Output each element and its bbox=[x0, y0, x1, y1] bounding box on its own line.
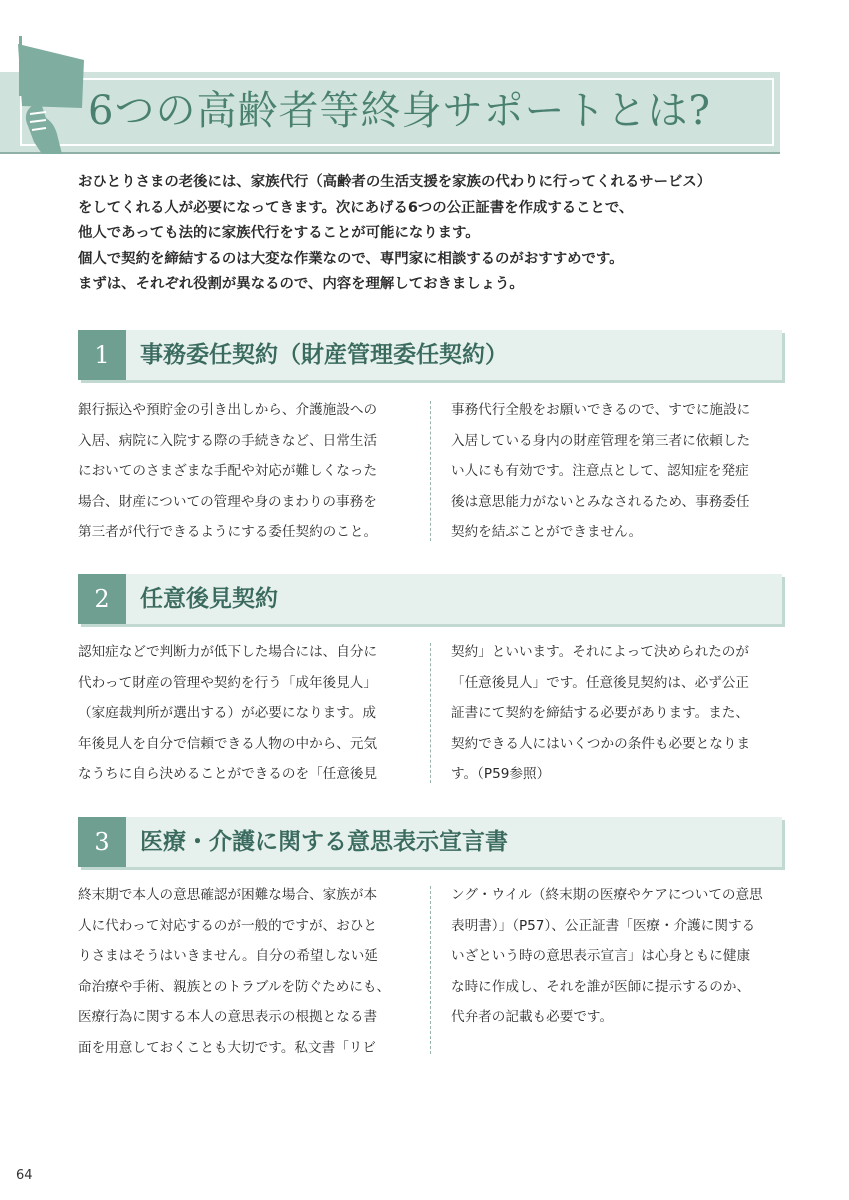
body-line: いざという時の意思表示宣言」は心身ともに健康 bbox=[451, 948, 751, 964]
body-line: 終末期で本人の意思確認が困難な場合、家族が本 bbox=[78, 887, 378, 903]
section-1-number: 1 bbox=[78, 330, 126, 380]
body-line: 契約を結ぶことができません。 bbox=[451, 524, 643, 540]
body-line: ング・ウイル（終末期の医療やケアについての意思 bbox=[451, 887, 763, 903]
body-line: な時に作成し、それを誰が医師に提示するのか、 bbox=[451, 978, 751, 995]
body-line: 面を用意しておくことも大切です。私文書「リビ bbox=[78, 1039, 376, 1056]
section-2-right-column bbox=[451, 637, 785, 790]
intro-line: まずは、それぞれ役割が異なるので、内容を理解しておきましょう。 bbox=[78, 276, 524, 292]
page-number: 64 bbox=[16, 1168, 33, 1183]
body-line: い人にも有効です。注意点として、認知症を発症 bbox=[451, 463, 749, 479]
hand-holding-sign-icon bbox=[12, 36, 90, 154]
intro-line: をしてくれる人が必要になってきます。次にあげる6つの公正証書を作成することで、 bbox=[78, 199, 634, 216]
body-line: 契約」といいます。それによって決められたのが bbox=[451, 644, 749, 660]
section-3-title: 医療・介護に関する意思表示宣言書 bbox=[140, 829, 508, 855]
body-line: 年後見人を自分で信頼できる人物の中から、元気 bbox=[78, 735, 378, 752]
section-2-number: 2 bbox=[78, 574, 126, 624]
body-line: 人に代わって対応するのが一般的ですが、おひと bbox=[78, 917, 377, 934]
body-line: 場合、財産についての管理や身のまわりの事務を bbox=[78, 493, 377, 510]
column-divider bbox=[430, 643, 431, 783]
body-line: 銀行振込や預貯金の引き出しから、介護施設への bbox=[78, 402, 378, 418]
body-line: 表明書）」（P57）、公正証書「医療・介護に関する bbox=[451, 917, 756, 934]
column-divider bbox=[430, 886, 431, 1054]
body-line: 証書にて契約を締結する必要があります。また、 bbox=[451, 705, 749, 721]
section-3-header bbox=[78, 817, 782, 867]
section-1-header bbox=[78, 330, 782, 380]
body-line: 契約できる人にはいくつかの条件も必要となりま bbox=[451, 735, 751, 752]
section-1-right-column bbox=[451, 395, 785, 548]
section-3-left-column bbox=[78, 880, 412, 1063]
intro-text bbox=[78, 170, 778, 298]
intro-line: 個人で契約を締結するのは大変な作業なので、専門家に相談するのがおすすめです。 bbox=[78, 250, 624, 267]
body-line: 代わって財産の管理や契約を行う「成年後見人」 bbox=[78, 674, 377, 691]
body-line: 「任意後見人」です。任意後見契約は、必ず公正 bbox=[451, 674, 749, 691]
intro-line: 他人であっても法的に家族代行をすることが可能になります。 bbox=[78, 225, 480, 241]
body-line: （家庭裁判所が選出する）が必要になります。成 bbox=[78, 705, 376, 721]
section-2-title: 任意後見契約 bbox=[140, 586, 278, 612]
section-1-title: 事務委任契約（財産管理委任契約） bbox=[140, 342, 508, 368]
section-2-header bbox=[78, 574, 782, 624]
page-title: 6つの高齢者等終身サポートとは? bbox=[88, 88, 711, 134]
body-line: なうちに自ら決めることができるのを「任意後見 bbox=[78, 766, 378, 782]
body-line: 代弁者の記載も必要です。 bbox=[451, 1009, 614, 1025]
section-1-left-column bbox=[78, 395, 412, 548]
column-divider bbox=[430, 401, 431, 541]
body-line: す。（P59参照） bbox=[451, 766, 551, 782]
body-line: 入居している身内の財産管理を第三者に依頼した bbox=[451, 432, 751, 449]
section-2-left-column bbox=[78, 637, 412, 790]
body-line: 医療行為に関する本人の意思表示の根拠となる書 bbox=[78, 1009, 378, 1025]
section-3-right-column bbox=[451, 880, 785, 1033]
body-line: りさまはそうはいきません。自分の希望しない延 bbox=[78, 948, 378, 964]
section-3-number: 3 bbox=[78, 817, 126, 867]
title-banner bbox=[0, 72, 780, 154]
body-line: 第三者が代行できるようにする委任契約のこと。 bbox=[78, 524, 378, 540]
body-line: 入居、病院に入院する際の手続きなど、日常生活 bbox=[78, 432, 378, 449]
body-line: 認知症などで判断力が低下した場合には、自分に bbox=[78, 644, 378, 660]
body-line: 命治療や手術、親族とのトラブルを防ぐためにも、 bbox=[78, 978, 391, 995]
body-line: 後は意思能力がないとみなされるため、事務委任 bbox=[451, 493, 750, 510]
intro-line: おひとりさまの老後には、家族代行（高齢者の生活支援を家族の代わりに行ってくれるサービス） bbox=[78, 174, 712, 190]
body-line: 事務代行全般をお願いできるので、すでに施設に bbox=[451, 402, 751, 418]
body-line: においてのさまざまな手配や対応が難しくなった bbox=[78, 463, 378, 479]
